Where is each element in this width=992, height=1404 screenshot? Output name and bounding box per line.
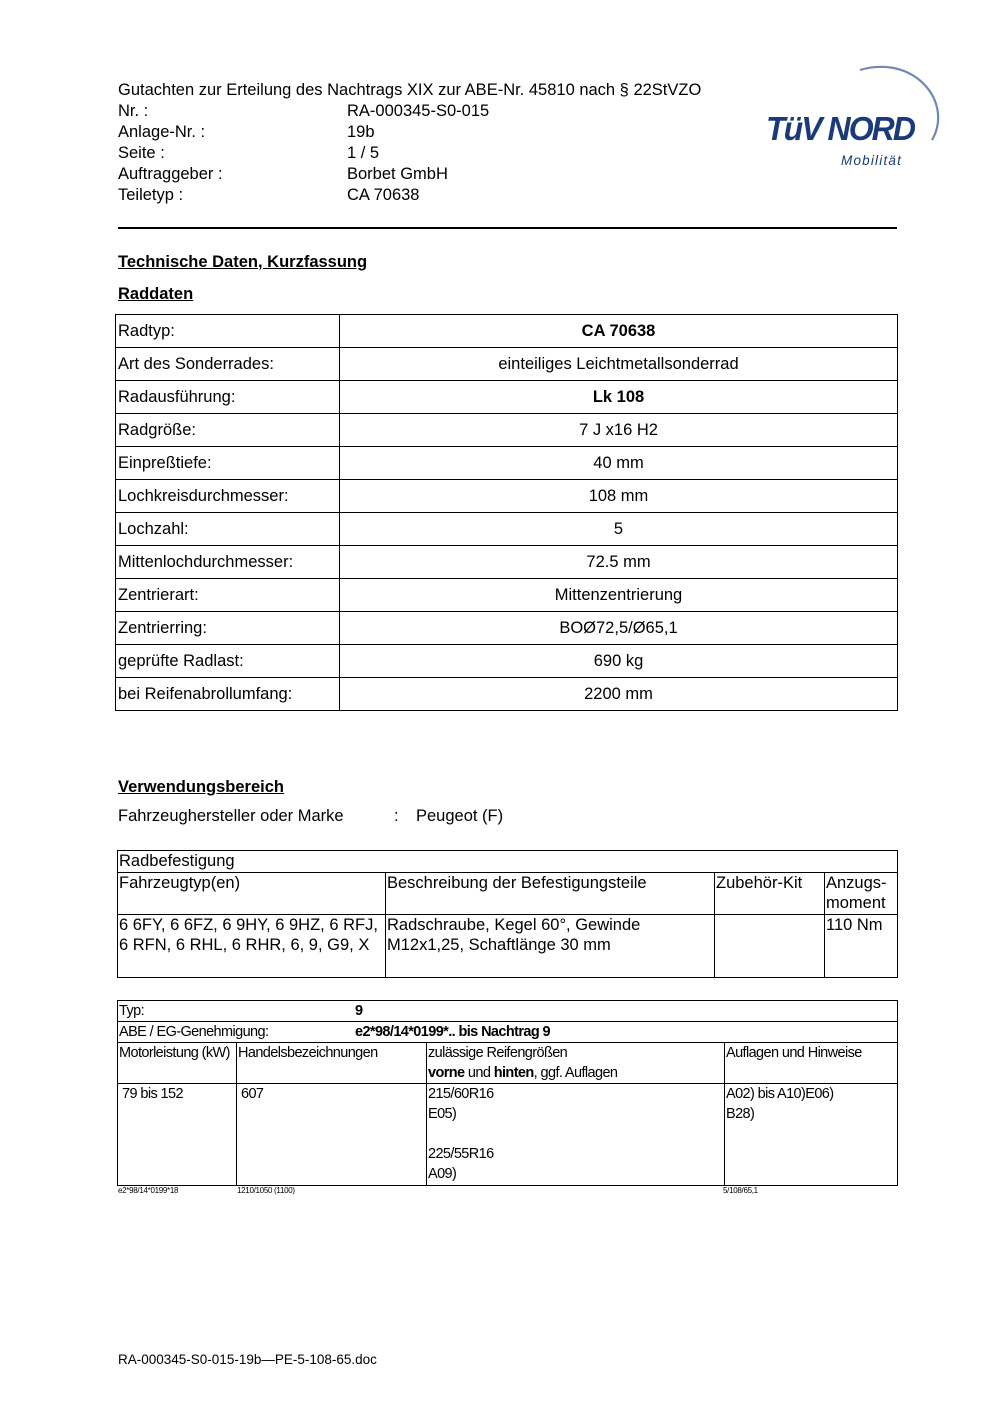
auflagen-line: A02) bis A10)E06)	[726, 1086, 834, 1102]
handel-cell: 607	[237, 1084, 427, 1186]
table-row	[116, 447, 898, 480]
verwendung-title: Verwendungsbereich	[118, 778, 284, 796]
typ-table	[117, 1000, 898, 1186]
typ-row	[118, 1001, 898, 1022]
table-caption-row	[118, 851, 898, 873]
row-value: 5	[340, 513, 898, 546]
header-divider	[118, 227, 897, 229]
caption-cell: Radbefestigung	[118, 851, 898, 873]
header-label: Teiletyp :	[118, 186, 184, 204]
row-label: Art des Sonderrades:	[116, 348, 340, 381]
reifen-sub-end: , ggf. Auflagen	[533, 1065, 618, 1081]
reifen-auflage: E05)	[428, 1106, 457, 1122]
logo-arc-icon	[764, 62, 940, 172]
row-label: geprüfte Radlast:	[116, 645, 340, 678]
table-row	[116, 513, 898, 546]
header-cell: Beschreibung der Befestigungsteile	[386, 872, 715, 914]
header-cell: Anzugs-moment	[825, 872, 898, 914]
reifen-size: 215/60R16	[428, 1086, 494, 1102]
header-cell: Motorleistung (kW)	[118, 1043, 237, 1084]
kw-cell: 79 bis 152	[118, 1084, 237, 1186]
abe-row	[118, 1022, 898, 1043]
row-label: Radtyp:	[116, 315, 340, 348]
reifen-sub-hinten: hinten	[493, 1065, 534, 1081]
footnote-bolt: 5/108/65,1	[723, 1186, 758, 1195]
table-row	[116, 315, 898, 348]
header-cell: Auflagen und Hinweise	[725, 1043, 898, 1084]
table-row	[116, 612, 898, 645]
row-value: Mittenzentrierung	[340, 579, 898, 612]
report-title: Gutachten zur Erteilung des Nachtrags XIX zur ABE-Nr. 45810 nach § 22StVZO	[118, 81, 702, 99]
row-value: CA 70638	[340, 315, 898, 348]
cell: 110 Nm	[825, 914, 898, 977]
header-label: Anlage-Nr. :	[118, 123, 206, 141]
reifen-cell	[427, 1084, 725, 1186]
row-value: 690 kg	[340, 645, 898, 678]
typ-value: 9	[355, 1003, 363, 1019]
cell: Radschraube, Kegel 60°, Gewinde M12x1,25, Schaftlänge 30 mm	[386, 914, 715, 977]
row-label: Lochzahl:	[116, 513, 340, 546]
abe-value: e2*98/14*0199*.. bis Nachtrag 9	[355, 1024, 551, 1040]
header-value: CA 70638	[347, 186, 420, 204]
row-value: 40 mm	[340, 447, 898, 480]
logo-subtitle: Mobilität	[841, 153, 903, 168]
table-row	[116, 348, 898, 381]
row-value: 108 mm	[340, 480, 898, 513]
reifen-sub-mid: und	[464, 1065, 494, 1081]
hersteller-value: Peugeot (F)	[416, 807, 504, 825]
raddaten-title: Raddaten	[118, 285, 194, 303]
abe-label: ABE / EG-Genehmigung:	[119, 1024, 269, 1040]
table-row	[116, 414, 898, 447]
table-row	[116, 546, 898, 579]
row-value: einteiliges Leichtmetallsonderrad	[340, 348, 898, 381]
header-cell: Handelsbezeichnungen	[237, 1043, 427, 1084]
hersteller-separator: :	[394, 807, 399, 825]
header-label: Nr. :	[118, 102, 149, 120]
header-value: 19b	[347, 123, 375, 141]
spacer	[428, 1124, 723, 1144]
row-label: Radgröße:	[116, 414, 340, 447]
table-row	[116, 381, 898, 414]
document-filename: RA-000345-S0-015-19b—PE-5-108-65.doc	[118, 1352, 377, 1367]
table-row	[116, 480, 898, 513]
header-label: Auftraggeber :	[118, 165, 223, 183]
table-row	[116, 645, 898, 678]
row-label: Lochkreisdurchmesser:	[116, 480, 340, 513]
reifen-sub-vorne: vorne	[428, 1065, 465, 1081]
auflagen-line: B28)	[726, 1106, 755, 1122]
typ-label: Typ:	[119, 1003, 144, 1019]
header-value: 1 / 5	[347, 144, 380, 162]
row-label: Zentrierart:	[116, 579, 340, 612]
row-value: 2200 mm	[340, 678, 898, 711]
reifen-auflage: A09)	[428, 1166, 457, 1182]
header-value: Borbet GmbH	[347, 165, 448, 183]
footnote-load: 1210/1050 (1100)	[237, 1186, 295, 1195]
header-label: Seite :	[118, 144, 165, 162]
row-label: Radausführung:	[116, 381, 340, 414]
auflagen-cell	[725, 1084, 898, 1186]
table-row	[118, 914, 898, 977]
abe-cell	[118, 1022, 898, 1043]
header-value: RA-000345-S0-015	[347, 102, 490, 120]
raddaten-table	[115, 314, 898, 711]
table-header-row	[118, 1043, 898, 1084]
row-value: 7 J x16 H2	[340, 414, 898, 447]
reifen-size: 225/55R16	[428, 1146, 494, 1162]
header-cell: Zubehör-Kit	[715, 872, 825, 914]
row-label: bei Reifenabrollumfang:	[116, 678, 340, 711]
cell	[715, 914, 825, 977]
logo-brand-text: TüV NORD	[766, 110, 916, 147]
header-cell-reifen	[427, 1043, 725, 1084]
row-value: Lk 108	[340, 381, 898, 414]
table-row	[118, 1084, 898, 1186]
cell: 6 6FY, 6 6FZ, 6 9HY, 6 9HZ, 6 RFJ, 6 RFN, 6 RHL, 6 RHR, 6, 9, G9, X	[118, 914, 386, 977]
row-label: Zentrierring:	[116, 612, 340, 645]
table-header-row	[118, 872, 898, 914]
row-label: Einpreßtiefe:	[116, 447, 340, 480]
row-value: 72.5 mm	[340, 546, 898, 579]
header-cell: Fahrzeugtyp(en)	[118, 872, 386, 914]
section-title: Technische Daten, Kurzfassung	[118, 253, 368, 271]
tuv-nord-logo	[764, 62, 940, 172]
table-row	[116, 579, 898, 612]
footnote-approval: e2*98/14*0199*18	[118, 1186, 179, 1195]
radbefestigung-table	[117, 850, 898, 978]
row-value: BOØ72,5/Ø65,1	[340, 612, 898, 645]
typ-cell	[118, 1001, 898, 1022]
hersteller-label: Fahrzeughersteller oder Marke	[118, 807, 344, 825]
row-label: Mittenlochdurchmesser:	[116, 546, 340, 579]
table-row	[116, 678, 898, 711]
header-label: zulässige Reifengrößen	[428, 1045, 568, 1061]
